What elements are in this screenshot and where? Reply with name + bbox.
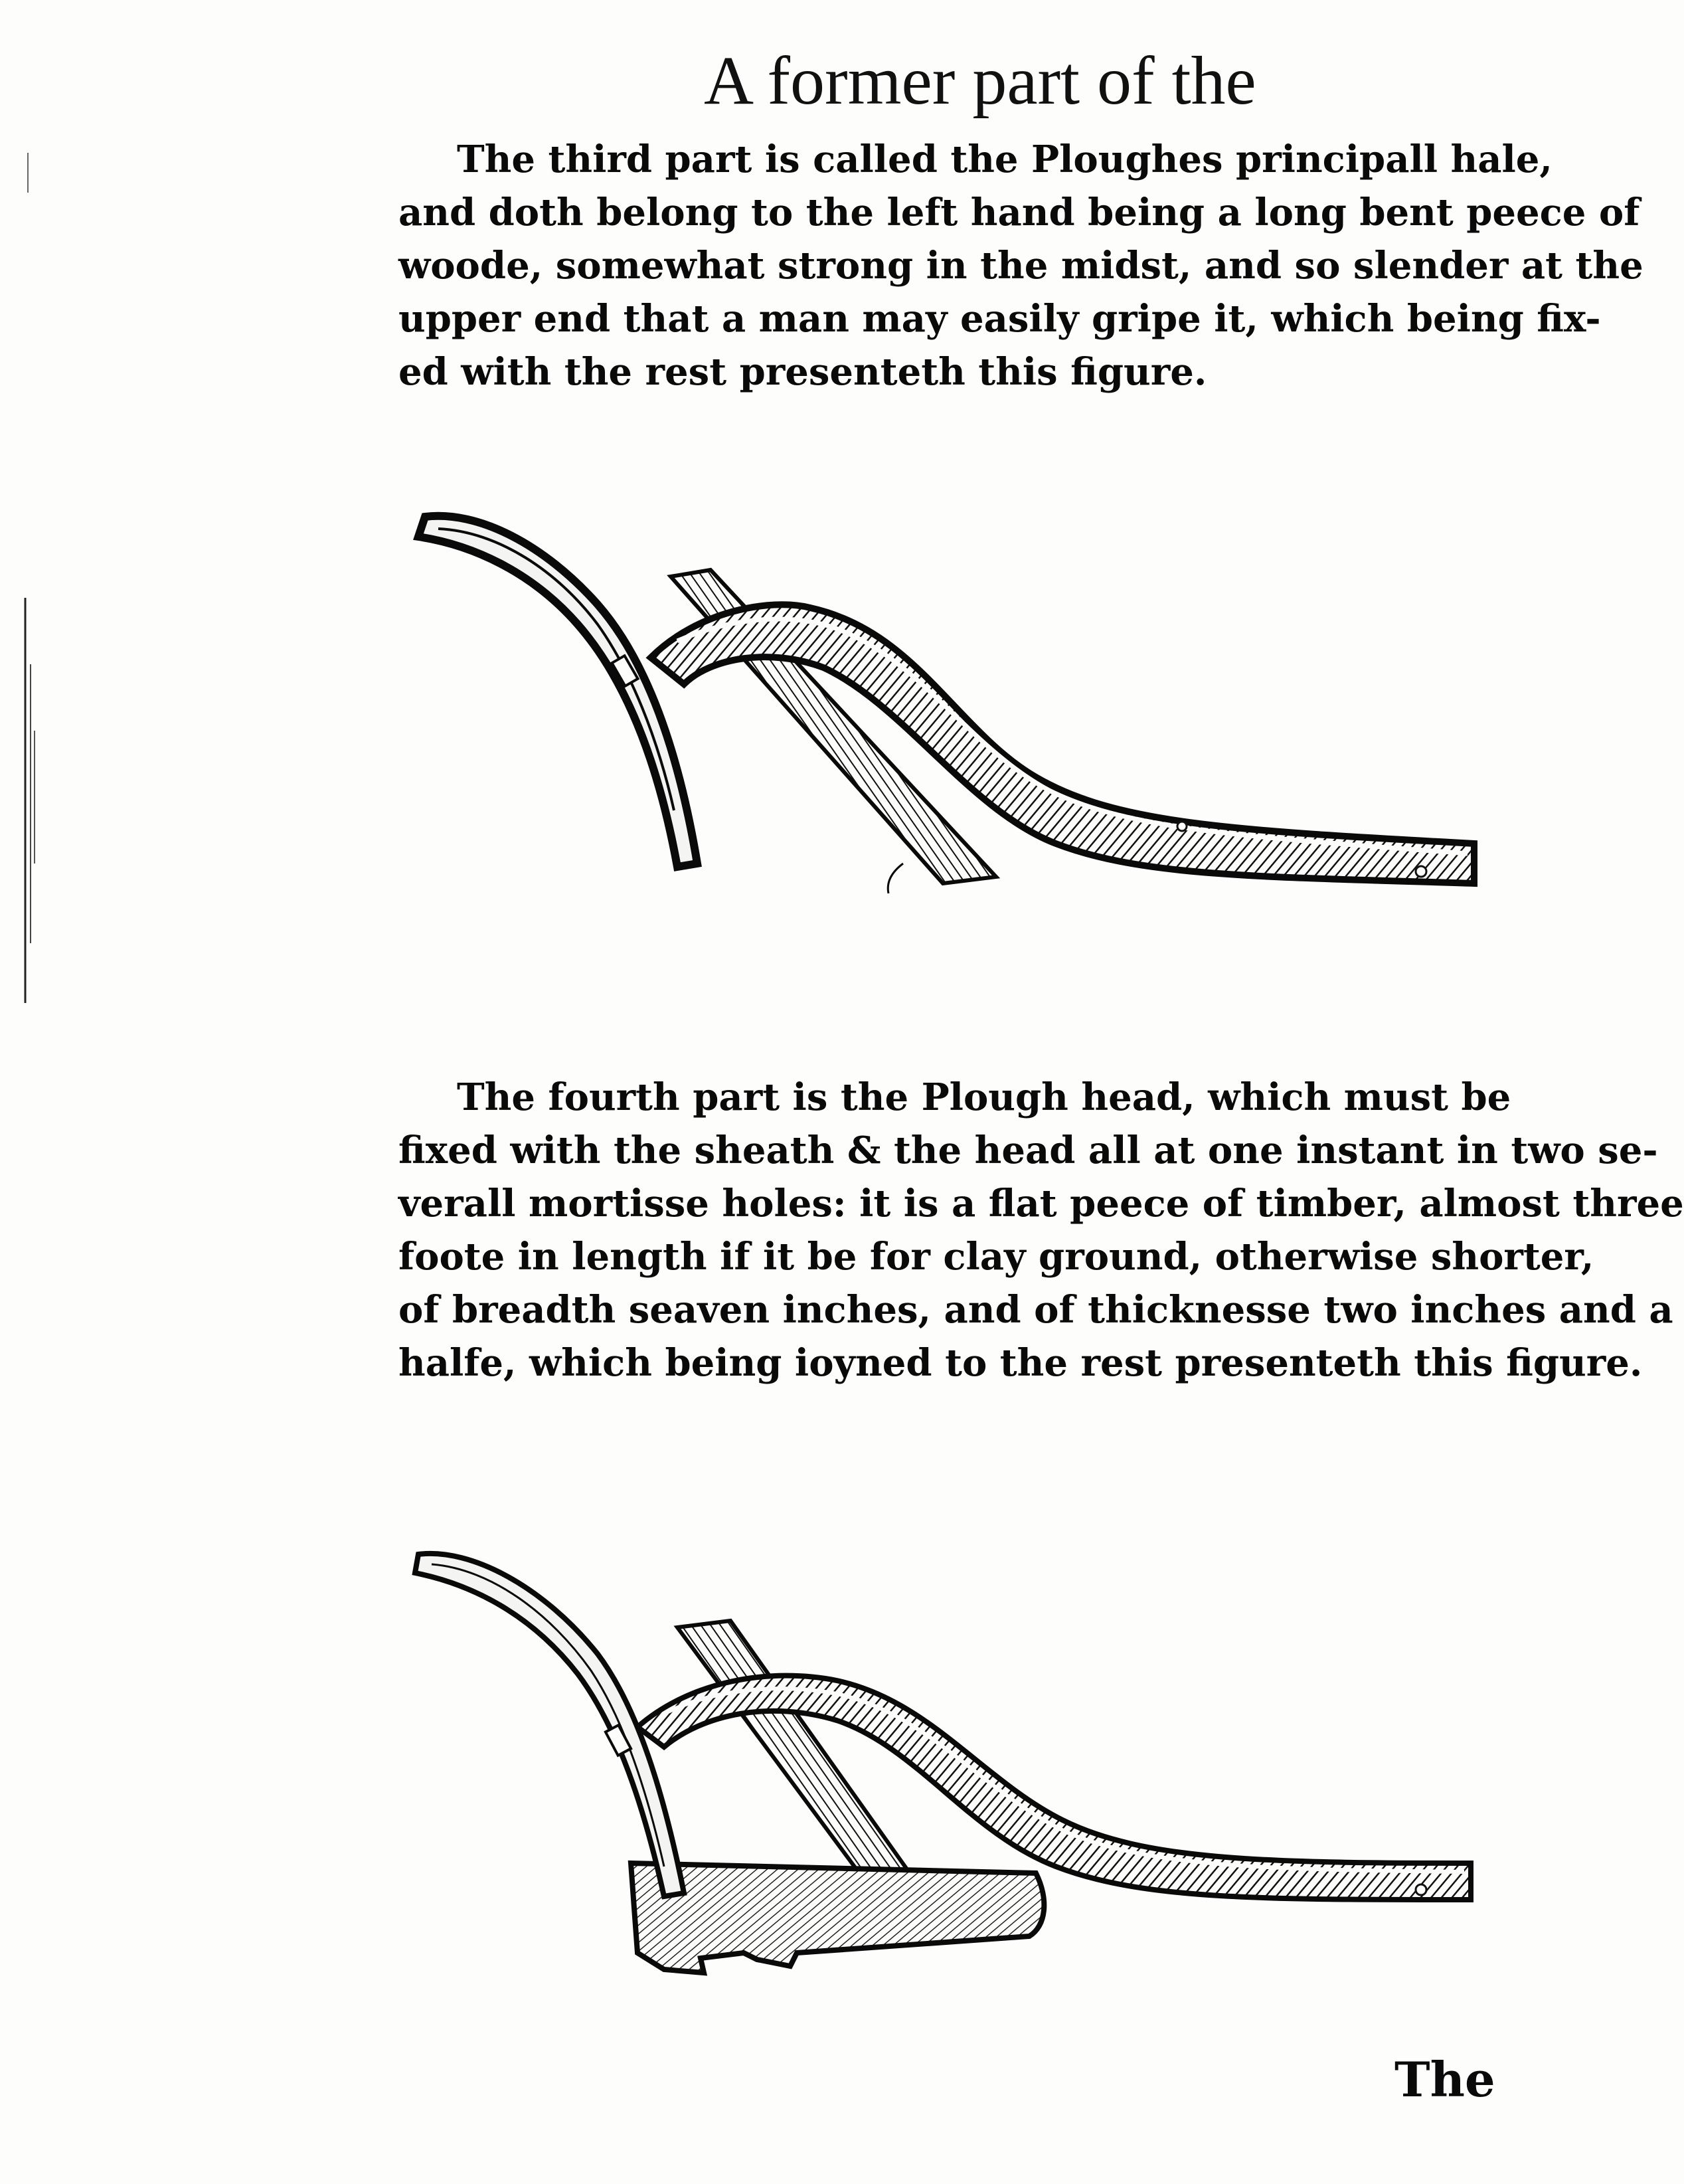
running-head: A former part of the [704,43,1256,119]
paragraph-fourth-part [398,1071,1684,1390]
text-line: The fourth part is the Plough head, which must be [457,1075,1511,1119]
text-line: woode, somewhat strong in the midst, and so slender at the [398,244,1643,288]
text-line: foote in length if it be for clay ground, otherwise shorter, [398,1235,1594,1279]
catchword: The [1394,2051,1495,2108]
beam-shape [651,604,1474,883]
woodcut-figure-hale [398,492,1527,983]
woodcut-figure-plough-head [398,1528,1527,1993]
text-line: The third part is called the Ploughes principall hale, [457,137,1553,181]
text-line: halfe, which being ioyned to the rest presenteth this figure. [398,1341,1643,1385]
sheath-shape [677,1621,910,1878]
text-line: verall mortisse holes: it is a flat peece of timber, almost three [398,1182,1684,1226]
text-line: of breadth seaven inches, and of thicknesse two inches and a [398,1288,1673,1332]
text-line: and doth belong to the left hand being a long bent peece of [398,191,1640,234]
text-line: ed with the rest presenteth this figure. [398,350,1207,394]
text-line: fixed with the sheath & the head all at one instant in two se- [398,1129,1658,1172]
plough-head-shape [631,1863,1044,1973]
text-line: upper end that a man may easily gripe it, which being fix- [398,297,1601,341]
paragraph-third-part [398,133,1643,399]
hale-shape [418,516,697,867]
